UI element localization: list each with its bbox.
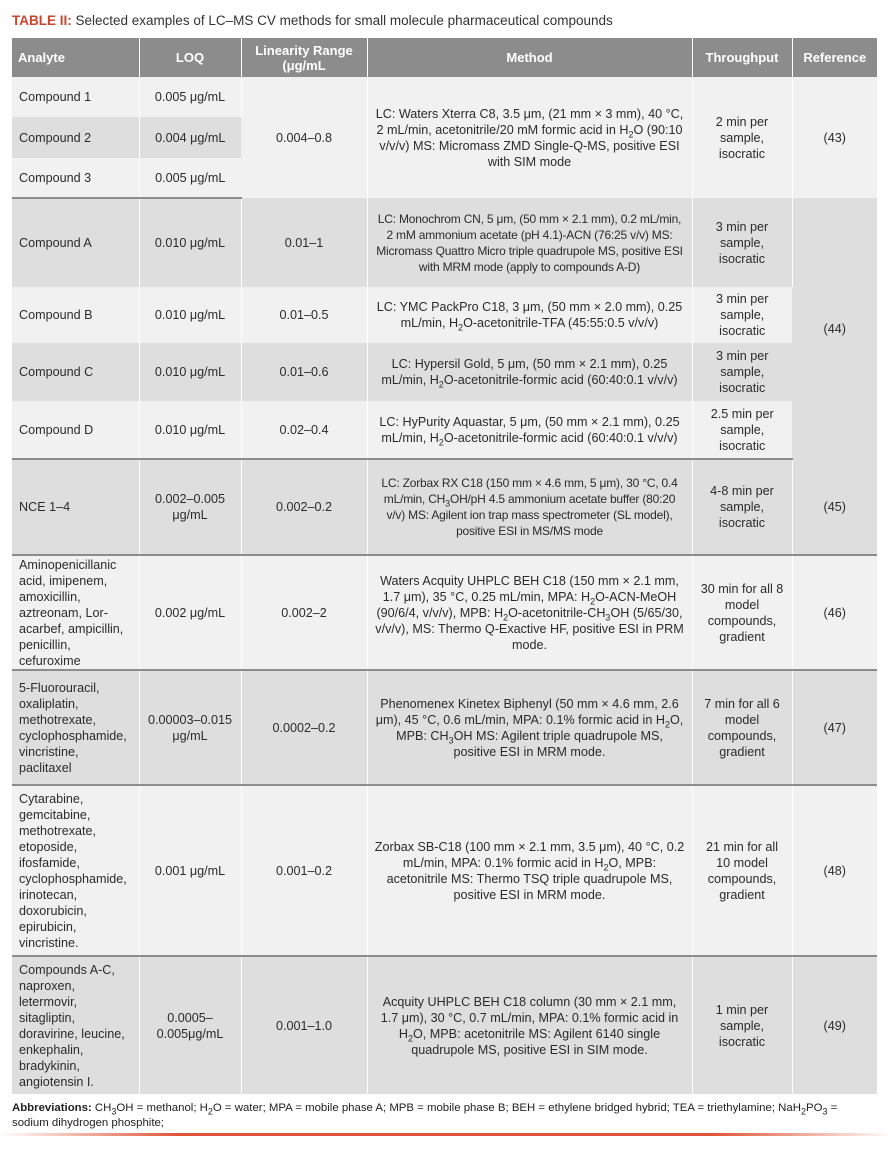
loq-cell: 0.005 μg/mL: [139, 158, 241, 198]
table-row: [12, 670, 877, 785]
linearity-cell: 0.01–0.6: [241, 343, 367, 401]
analyte-cell: Compound B: [12, 287, 139, 343]
footer-divider: [0, 1133, 892, 1136]
loq-cell: 0.010 μg/mL: [139, 287, 241, 343]
analyte-cell: Compound 3: [12, 158, 139, 198]
table-title: [12, 13, 613, 28]
analyte-cell: Aminopenicillanic acid, imipenem, amoxicillin, aztreonam, Lor- acarbef, ampicillin, penicillin, cefuroxime: [12, 555, 139, 670]
method-cell: LC: YMC PackPro C18, 3 μm, (50 mm × 2.0 mm), 0.25 mL/min, $H_2O-acetonitrile$-TFA (45:55:0.5 v/v/v): [367, 287, 692, 343]
throughput-cell: 30 min for all 8 model compounds, gradient: [692, 555, 792, 670]
analyte-cell: Compound A: [12, 198, 139, 287]
table-row: [12, 956, 877, 1094]
reference-cell: (44): [792, 198, 877, 459]
loq-cell: 0.001 μg/mL: [139, 785, 241, 956]
table-row: [12, 459, 877, 555]
linearity-cell: 0.002–0.2: [241, 459, 367, 555]
loq-cell: 0.010 μg/mL: [139, 401, 241, 459]
loq-cell: 0.0005– 0.005μg/mL: [139, 956, 241, 1094]
throughput-cell: 7 min for all 6 model compounds, gradient: [692, 670, 792, 785]
throughput-cell: 4-8 min per sample, isocratic: [692, 459, 792, 555]
throughput-cell: 3 min per sample, isocratic: [692, 198, 792, 287]
method-cell: LC: HyPurity Aquastar, 5 μm, (50 mm × 2.1 mm), 0.25 mL/min, $H_2O-acetonitrile$-formic acid (60:40:0.1 v/v/v): [367, 401, 692, 459]
throughput-cell: 2 min per sample, isocratic: [692, 77, 792, 198]
table-label: TABLE II:: [12, 13, 72, 28]
throughput-cell: 21 min for all 10 model compounds, gradient: [692, 785, 792, 956]
reference-cell: (46): [792, 555, 877, 670]
linearity-cell: 0.004–0.8: [241, 77, 367, 198]
reference-cell: (48): [792, 785, 877, 956]
throughput-cell: 3 min per sample, isocratic: [692, 287, 792, 343]
throughput-cell: 2.5 min per sample, isocratic: [692, 401, 792, 459]
loq-cell: 0.010 μg/mL: [139, 343, 241, 401]
reference-cell: (47): [792, 670, 877, 785]
abbreviations-footnote: [12, 1101, 874, 1131]
throughput-cell: 3 min per sample, isocratic: [692, 343, 792, 401]
loq-cell: 0.010 μg/mL: [139, 198, 241, 287]
loq-cell: 0.002 μg/mL: [139, 555, 241, 670]
method-cell: LC: Zorbax RX C18 (150 mm × 4.6 mm, 5 μm), 30 °C, 0.4 mL/min, $CH_3OH/pH$ 4.5 ammonium acetate buffer (80:20 v/v) MS: Agilent ion trap mass spectrometer (SL model), positive ESI in MS/MS mode: [367, 459, 692, 555]
analyte-cell: Compounds A-C, naproxen, letermovir, sitagliptin, doravirine, leucine, enkephalin, bradykinin, angiotensin I.: [12, 956, 139, 1094]
linearity-cell: 0.01–1: [241, 198, 367, 287]
header-linearity: Linearity Range (μg/mL: [241, 38, 367, 77]
table-row: [12, 785, 877, 956]
analyte-cell: Cytarabine, gemcitabine, methotrexate, etoposide, ifosfamide, cyclophosphamide, irinotecan, doxorubicin, epirubicin, vincristine.: [12, 785, 139, 956]
linearity-cell: 0.0002–0.2: [241, 670, 367, 785]
header-reference: Reference: [792, 38, 877, 77]
table-row: [12, 198, 877, 287]
method-cell: LC: Waters Xterra C8, 3.5 μm, (21 mm × 3 mm), 40 °C, 2 mL/min, acetonitrile/20 mM formic acid in $H_2O$ (90:10 v/v/v) MS: Micromass ZMD Single-Q-MS, positive ESI with SIM mode: [367, 77, 692, 198]
method-cell: LC: Monochrom CN, 5 μm, (50 mm × 2.1 mm), 0.2 mL/min, 2 mM ammonium acetate (pH 4.1)-ACN (76:25 v/v) MS: Micromass Quattro Micro triple quadrupole MS, positive ESI with MRM mode (apply to compounds A-D): [367, 198, 692, 287]
table-row: [12, 287, 877, 343]
analyte-cell: NCE 1–4: [12, 459, 139, 555]
method-cell: LC: Hypersil Gold, 5 μm, (50 mm × 2.1 mm), 0.25 mL/min, $H_2O-acetonitrile$-formic acid (60:40:0.1 v/v/v): [367, 343, 692, 401]
table-caption: Selected examples of LC–MS CV methods for small molecule pharmaceutical compounds: [71, 13, 613, 28]
method-cell: Phenomenex Kinetex Biphenyl (50 mm × 4.6 mm, 2.6 μm), 45 °C, 0.6 mL/min, MPA: 0.1% formic acid in $H_2O$, MPB: $CH_3OH$ MS: Agilent triple quadrupole MS, positive ESI in MRM mode.: [367, 670, 692, 785]
table-row: [12, 77, 877, 117]
method-cell: Zorbax SB-C18 (100 mm × 2.1 mm, 3.5 μm), 40 °C, 0.2 mL/min, MPA: 0.1% formic acid in $H_2O$, MPB: acetonitrile MS: Thermo TSQ triple quadrupole MS, positive ESI in MRM mode.: [367, 785, 692, 956]
linearity-cell: 0.02–0.4: [241, 401, 367, 459]
linearity-cell: 0.01–0.5: [241, 287, 367, 343]
reference-cell: (43): [792, 77, 877, 198]
analyte-cell: Compound 2: [12, 117, 139, 158]
loq-cell: 0.00003–0.015 μg/mL: [139, 670, 241, 785]
table-row: [12, 401, 877, 459]
method-cell: Acquity UHPLC BEH C18 column (30 mm × 2.1 mm, 1.7 μm), 30 °C, 0.7 mL/min, MPA: 0.1% formic acid in $H_2O$, MPB: acetonitrile MS: Agilent 6140 single quadrupole MS, positive ESI in SIM mode.: [367, 956, 692, 1094]
loq-cell: 0.004 μg/mL: [139, 117, 241, 158]
header-loq: LOQ: [139, 38, 241, 77]
header-method: Method: [367, 38, 692, 77]
analyte-cell: Compound C: [12, 343, 139, 401]
analyte-cell: Compound D: [12, 401, 139, 459]
linearity-cell: 0.001–1.0: [241, 956, 367, 1094]
throughput-cell: 1 min per sample, isocratic: [692, 956, 792, 1094]
loq-cell: 0.005 μg/mL: [139, 77, 241, 117]
analyte-cell: Compound 1: [12, 77, 139, 117]
reference-cell: (45): [792, 459, 877, 555]
header-analyte: Analyte: [12, 38, 139, 77]
analyte-cell: 5-Fluorouracil, oxaliplatin, methotrexate, cyclophosphamide, vincristine, paclitaxel: [12, 670, 139, 785]
linearity-cell: 0.001–0.2: [241, 785, 367, 956]
method-cell: Waters Acquity UHPLC BEH C18 (150 mm × 2.1 mm, 1.7 μm), 35 °C, 0.25 mL/min, MPA: $H_2O-ACN$-MeOH (90/6/4, v/v/v), MPB: $H_2O-acetonitrile-CH_3OH$ (5/65/30, v/v/v), MS: Thermo Q-Exactive HF, positive ESI in PRM mode.: [367, 555, 692, 670]
header-throughput: Throughput: [692, 38, 792, 77]
methods-table: [12, 38, 877, 1094]
abbreviations-label: Abbreviations:: [12, 1102, 92, 1114]
loq-cell: 0.002–0.005 μg/mL: [139, 459, 241, 555]
reference-cell: (49): [792, 956, 877, 1094]
header-row: [12, 38, 877, 77]
abbreviations-text: $CH_3OH$ = methanol; $H_2O$ = water; MPA = mobile phase A; MPB = mobile phase B; BEH = ethylene bridged hybrid; TEA = triethylamine; $NaH_2PO_3$ = sodium dihydrogen phosphite;: [12, 1102, 838, 1129]
table-row: [12, 343, 877, 401]
table-row: [12, 555, 877, 670]
linearity-cell: 0.002–2: [241, 555, 367, 670]
